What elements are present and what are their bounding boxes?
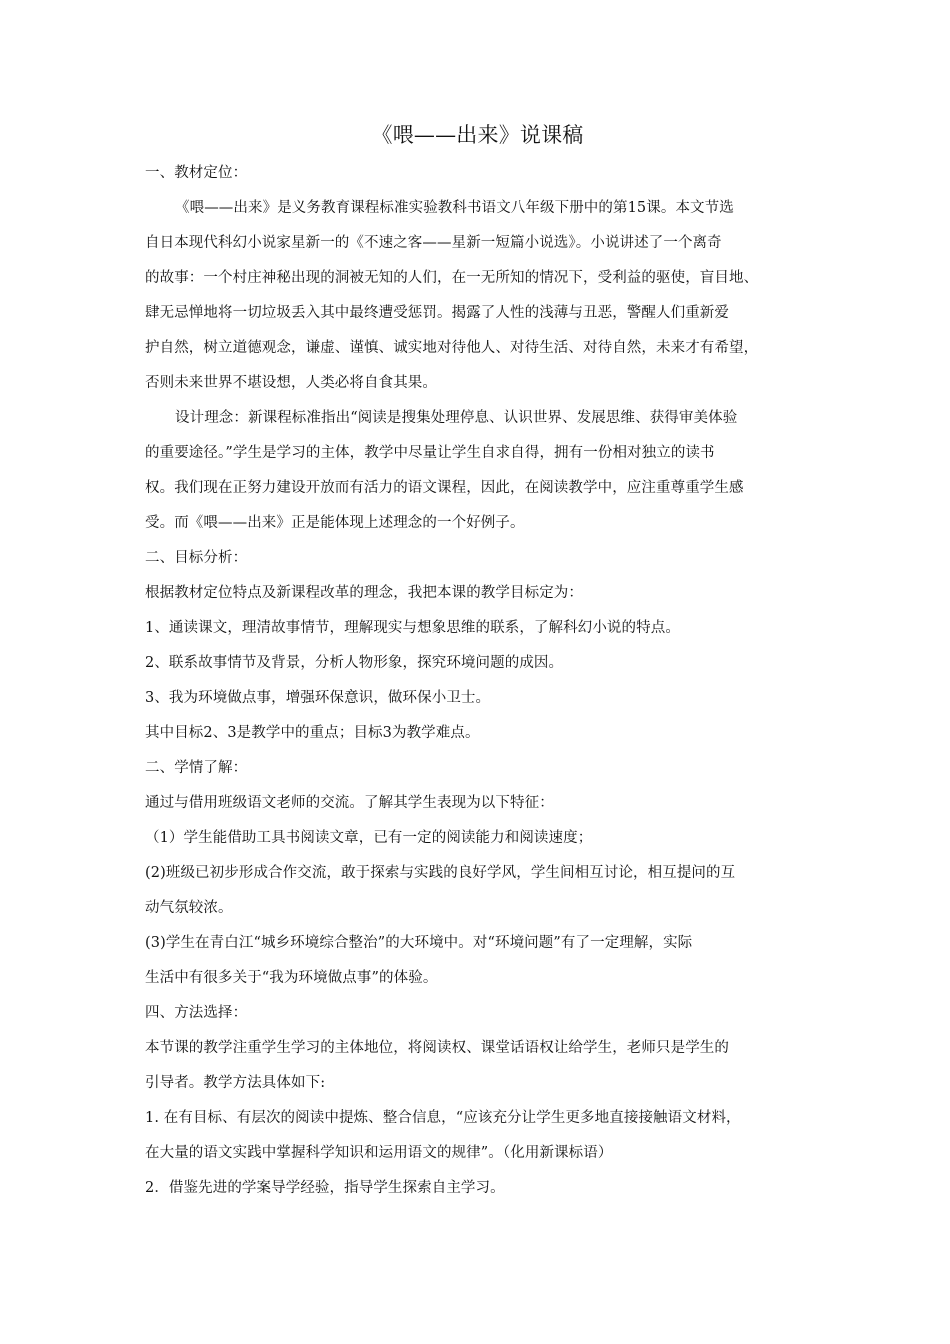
list-item: 2、联系故事情节及背景，分析人物形象，探究环境问题的成因。 (145, 655, 564, 671)
list-item: 1、通读课文，理清故事情节，理解现实与想象思维的联系，了解科幻小说的特点。 (145, 620, 680, 636)
paragraph-line: 在大量的语文实践中掌握科学知识和运用语文的规律”。（化用新课标语） (145, 1145, 613, 1161)
paragraph-line: 权。我们现在正努力建设开放而有活力的语文课程，因此，在阅读教学中，应注重尊重学生感 (145, 480, 744, 496)
paragraph-line: 设计理念：新课程标准指出“阅读是搜集处理停息、认识世界、发展思维、获得审美体验 (175, 410, 738, 426)
paragraph-line: 根据教材定位特点及新课程改革的理念，我把本课的教学目标定为： (145, 585, 583, 601)
paragraph-line: 通过与借用班级语文老师的交流。了解其学生表现为以下特征： (145, 795, 554, 811)
paragraph-line: 受。而《喂——出来》正是能体现上述理念的一个好例子。 (145, 515, 525, 531)
list-item: （1）学生能借助工具书阅读文章，已有一定的阅读能力和阅读速度； (145, 830, 593, 846)
paragraph-line: 的故事：一个村庄神秘出现的洞被无知的人们，在一无所知的情况下，受利益的驱使，盲目地、 (145, 270, 759, 286)
section-heading-methods: 四、方法选择： (145, 1005, 248, 1021)
paragraph-line: 的重要途径。”学生是学习的主体，教学中尽量让学生自求自得，拥有一份相对独立的读书 (145, 445, 715, 461)
list-item: 1. 在有目标、有层次的阅读中提炼、整合信息，“应该充分让学生更多地直接接触语文材料， (145, 1110, 741, 1126)
paragraph-line: 否则未来世界不堪设想，人类必将自食其果。 (145, 375, 437, 391)
paragraph-line: 动气氛较浓。 (145, 900, 233, 916)
list-item: 2．借鉴先进的学案导学经验，指导学生探索自主学习。 (145, 1180, 505, 1196)
document-body (145, 120, 810, 1206)
section-heading-textbook: 一、教材定位： (145, 165, 248, 181)
section-heading-goals: 二、目标分析： (145, 550, 248, 566)
paragraph-line: 其中目标2、3是教学中的重点；目标3为教学难点。 (145, 725, 480, 741)
paragraph-line: 本节课的教学注重学生学习的主体地位，将阅读权、课堂话语权让给学生，老师只是学生的 (145, 1040, 729, 1056)
paragraph-line: 引导者。教学方法具体如下: (145, 1075, 326, 1091)
section-heading-students: 二、学情了解： (145, 760, 248, 776)
list-item: (2)班级已初步形成合作交流，敢于探索与实践的良好学风，学生间相互讨论，相互提问的互 (145, 865, 736, 881)
paragraph-line: 护自然，树立道德观念，谦虚、谨慎、诚实地对待他人、对待生活、对待自然，未来才有希望， (145, 340, 759, 356)
paragraph-line: 《喂——出来》是义务教育课程标准实验教科书语文八年级下册中的第15课。本文节选 (175, 200, 734, 216)
paragraph-line: 肆无忌惮地将一切垃圾丢入其中最终遭受惩罚。揭露了人性的浅薄与丑恶，警醒人们重新爱 (145, 305, 729, 321)
list-item: 3、我为环境做点事，增强环保意识，做环保小卫士。 (145, 690, 491, 706)
list-item: (3)学生在青白江“城乡环境综合整治”的大环境中。对“环境问题”有了一定理解，实际 (145, 935, 693, 951)
document-title: 《喂——出来》说课稿 (371, 123, 584, 147)
paragraph-line: 自日本现代科幻小说家星新一的《不速之客——星新一短篇小说选》。小说讲述了一个离奇 (145, 235, 722, 251)
paragraph-line: 生活中有很多关于“我为环境做点事”的体验。 (145, 970, 438, 986)
